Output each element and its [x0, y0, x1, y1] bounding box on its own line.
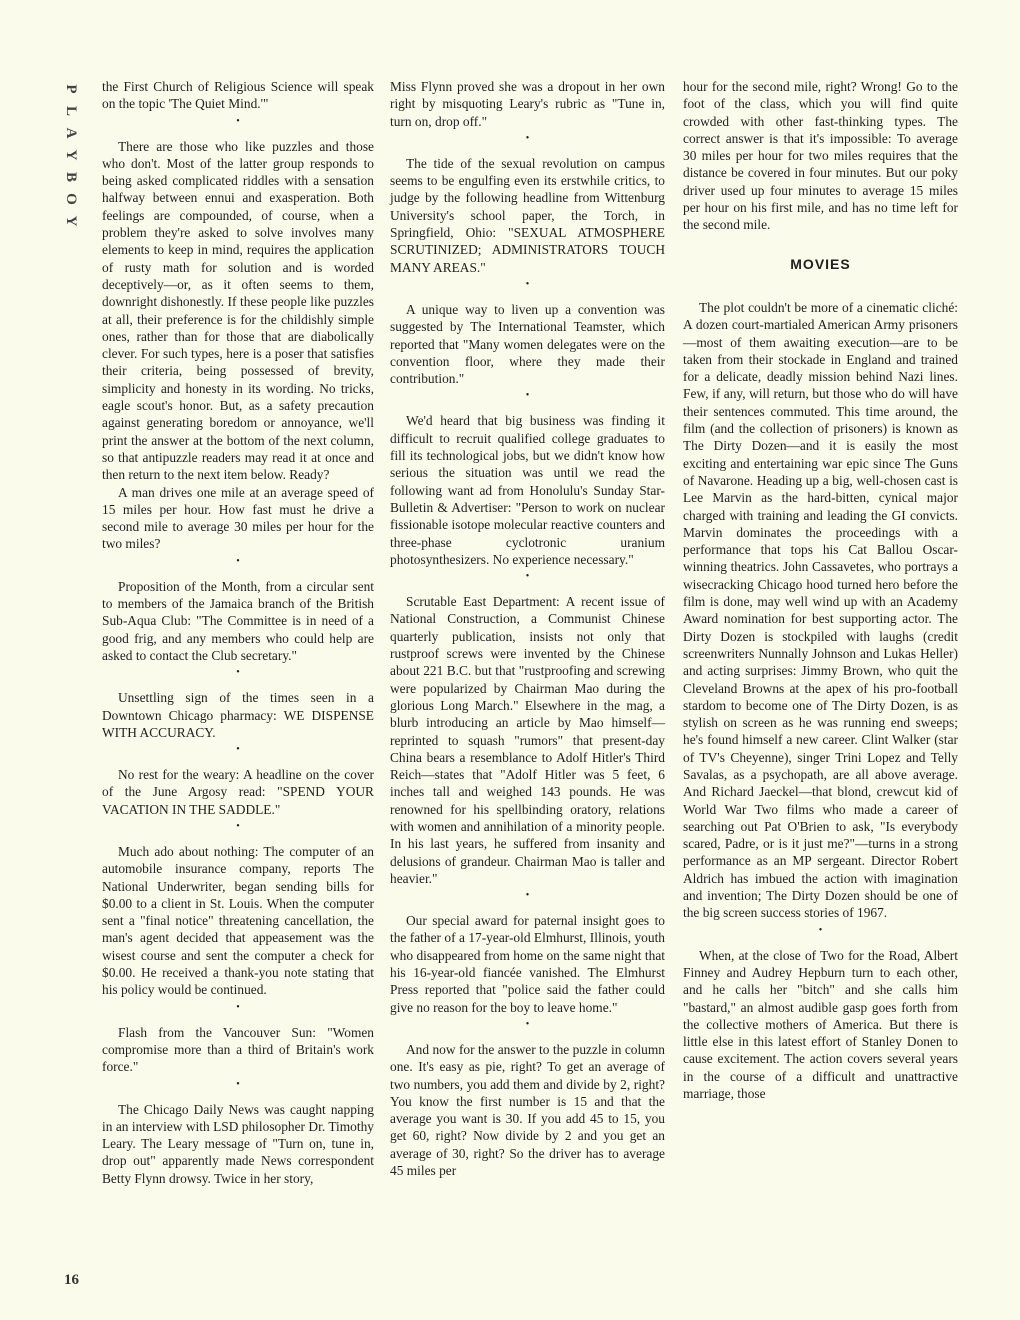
article-paragraph: When, at the close of Two for the Road, Albert Finney and Audrey Hepburn turn to each other, and he calls her "bitch" and she calls him "bastard," an almost audible gasp goes forth from the collective mothers of America. But there is little else in this latest effort of Stanley Donen to cause excitement. The action covers several years in the course of a difficult and unattractive marriage, those: [683, 947, 958, 1102]
title-letter: L: [63, 105, 79, 116]
column-three: [683, 78, 958, 1102]
article-paragraph: The tide of the sexual revolution on campus seems to be engulfing even its erstwhile critics, to judge by the following headline from Wittenburg University's school paper, the Torch, in Springfield, Ohio: "SEXUAL ATMOSPHERE SCRUTINIZED; ADMINISTRATORS TOUCH MANY AREAS.": [390, 155, 665, 275]
article-paragraph: And now for the answer to the puzzle in column one. It's easy as pie, right? To get an average of two numbers, you add them and divide by 2, right? You know the first number is 15 and that the average you want is 30. If you add 45 to 15, you get 60, right? Now divide by 2 and you get an average of 30, right? So the driver has to average 45 miles per: [390, 1041, 665, 1179]
item-separator: [102, 1077, 374, 1093]
section-heading-movies: MOVIES: [790, 255, 851, 272]
article-paragraph: Miss Flynn proved she was a dropout in her own right by misquoting Leary's rubric as "Tune in, turn on, drop off.": [390, 79, 665, 129]
item-separator: [390, 131, 665, 147]
title-letter: Y: [63, 215, 79, 227]
item-separator: [102, 1000, 374, 1016]
article-paragraph: A man drives one mile at an average speed of 15 miles per hour. How fast must he drive a second mile to average 30 miles per hour for the two miles?: [102, 484, 374, 552]
article-paragraph: A unique way to liven up a convention was suggested by The International Teamster, which reported that "Many women delegates were on the convention floor, where they made their contribution.": [390, 301, 665, 387]
article-paragraph: Much ado about nothing: The computer of an automobile insurance company, reports The National Underwriter, began sending bills for $0.00 to a client in St. Louis. When the computer sent a "final notice" threatening cancellation, the man's agent decided that appeasement was the wisest course and sent the computer a check for $0.00. He received a thank-you note stating that his policy would be continued.: [102, 843, 374, 998]
item-separator: [102, 819, 374, 835]
article-paragraph: Flash from the Vancouver Sun: "Women compromise more than a third of Britain's work force.": [102, 1024, 374, 1075]
column-two: [390, 78, 665, 1179]
title-letter: O: [63, 193, 79, 205]
item-separator: [102, 742, 374, 758]
title-letter: A: [63, 127, 79, 139]
magazine-vertical-title: [58, 78, 84, 232]
article-paragraph: hour for the second mile, right? Wrong! Go to the foot of the class, which you will find quite crowded with other fast-thinking types. The correct answer is that it's impossible: To average 30 miles per hour for two miles requires that the distance be covered in four minutes. But our poky driver used up four minutes to average 15 miles per hour on his first mile, and has no time left for the second mile.: [683, 79, 958, 233]
item-separator: [390, 277, 665, 293]
item-separator: [102, 665, 374, 681]
item-separator: [102, 114, 374, 130]
item-separator: [390, 1017, 665, 1033]
item-separator: [390, 888, 665, 904]
column-one: [102, 78, 374, 1187]
article-paragraph: the First Church of Religious Science will speak on the topic 'The Quiet Mind.'": [102, 79, 374, 112]
article-paragraph: Scrutable East Department: A recent issue of National Construction, a Communist Chinese quarterly publication, insists not only that rustproof screws were invented by the Chinese about 221 B.C. but that "rustproofing and screwing were popularized by Chairman Mao during the glorious Long March." Elsewhere in the mag, a blurb introducing an article by Mao himself—reprinted to squash "rumors" that present-day China bears a resemblance to Adolf Hitler's Third Reich—states that "Adolf Hitler was 5 feet, 6 inches tall and weighed 143 pounds. He was renowned for his spellbinding oratory, relations with women and annihilation of a minority people. In his last years, he suffered from insanity and delusions of grandeur. Chairman Mao is taller and heavier.": [390, 594, 665, 886]
article-paragraph: The Chicago Daily News was caught napping in an interview with LSD philosopher Dr. Timothy Leary. The Leary message of "Turn on, tune in, drop out" apparently made News correspondent Betty Flynn drowsy. Twice in her story,: [102, 1101, 374, 1186]
article-paragraph: The plot couldn't be more of a cinematic cliché: A dozen court-martialed American Army prisoners—most of them awaiting execution—are to be taken from their stockade in England and trained for a delicate, deadly mission behind Nazi lines. Few, if any, will return, but those who do will have their sentences commuted. This time around, the film (and the collection of prisoners) is known as The Dirty Dozen—and it is easily the most exciting and entertaining war epic since The Guns of Navarone. Heading up a big, well-chosen cast is Lee Marvin as the hard-bitten, cynical major charged with training and leading the GI convicts. Marvin dominates the proceedings with a performance that tops his Cat Ballou Oscar-winning theatrics. John Cassavetes, who portrays a wisecracking Chicago hood turned hero before the film is done, may well wind up with an Academy Award nomination for best supporting actor. The Dirty Dozen is stockpiled with laughs (credit screenwriters Nunnally Johnson and Lukas Heller) and acting surprises: Jimmy Brown, who quit the Cleveland Browns at the apex of his pro-football stardom to become one of The Dirty Dozen, is as stylish on screen as he was running end sweeps; he's found himself a new career. Clint Walker (star of TV's Cheyenne), singer Trini Lopez and Telly Savalas, as a psychopath, are all above average. And Richard Jaeckel—that blond, crewcut kid of World War Two films who made a career of searching out Pat O'Brien to ask, "Is everybody scared, Padre, or is it just me?"—turns in a strong performance as an MP sergeant. Director Robert Aldrich has imbued the action with imagination and invention; The Dirty Dozen should be one of the big screen success stories of 1967.: [683, 299, 958, 921]
article-paragraph: Unsettling sign of the times seen in a Downtown Chicago pharmacy: WE DISPENSE WITH ACCURACY.: [102, 690, 374, 740]
item-separator: [683, 923, 958, 939]
article-paragraph: No rest for the weary: A headline on the cover of the June Argosy read: "SPEND YOUR VACATION IN THE SADDLE.": [102, 767, 374, 817]
article-paragraph: Our special award for paternal insight goes to the father of a 17-year-old Elmhurst, Illinois, youth who disappeared from home on the same night that his 16-year-old fiancée vanished. The Elmhurst Press reported that "police said the father could give no reason for the boy to leave home.": [390, 913, 665, 1015]
article-paragraph: There are those who like puzzles and those who don't. Most of the latter group responds to being asked complicated riddles with a sensation halfway between ennui and exasperation. Both feelings are compounded, of course, when a problem they're asked to solve involves many elements to keep in mind, requires the application of rusty math for solution and is worded deceptively—or, as it often seems to them, downright dishonestly. If these people like puzzles at all, their preference is for the childishly simple ones, rather than for those that are diabolically clever. For such types, here is a poser that satisfies their criteria, being possessed of brevity, simplicity and honesty in its wording. No tricks, eagle scout's honor. But, as a safety precaution against generating boredom or annoyance, we'll print the answer at the bottom of the next column, so that antipuzzle readers may read it at once and then return to the next item below. Ready?: [102, 138, 374, 483]
page-number: 16: [64, 1272, 79, 1288]
item-separator: [102, 554, 374, 570]
article-paragraph: Proposition of the Month, from a circular sent to members of the Jamaica branch of the British Sub-Aqua Club: "The Committee is in need of a good frig, and any members who could help are asked to contact the Club secretary.": [102, 578, 374, 663]
item-separator: [390, 388, 665, 404]
title-letter: Y: [63, 149, 79, 161]
item-separator: [390, 569, 665, 585]
title-letter: P: [63, 84, 79, 94]
title-letter: B: [63, 171, 79, 182]
article-paragraph: We'd heard that big business was finding it difficult to recruit qualified college graduates to fill its technological jobs, but we didn't know how serious the situation was until we read the following want ad from Honolulu's Sunday Star-Bulletin & Advertiser: "Person to work on nuclear fissionable isotope molecular reactive counters and three-phase cyclotronic uranium photosynthesizers. No experience necessary.": [390, 413, 665, 567]
